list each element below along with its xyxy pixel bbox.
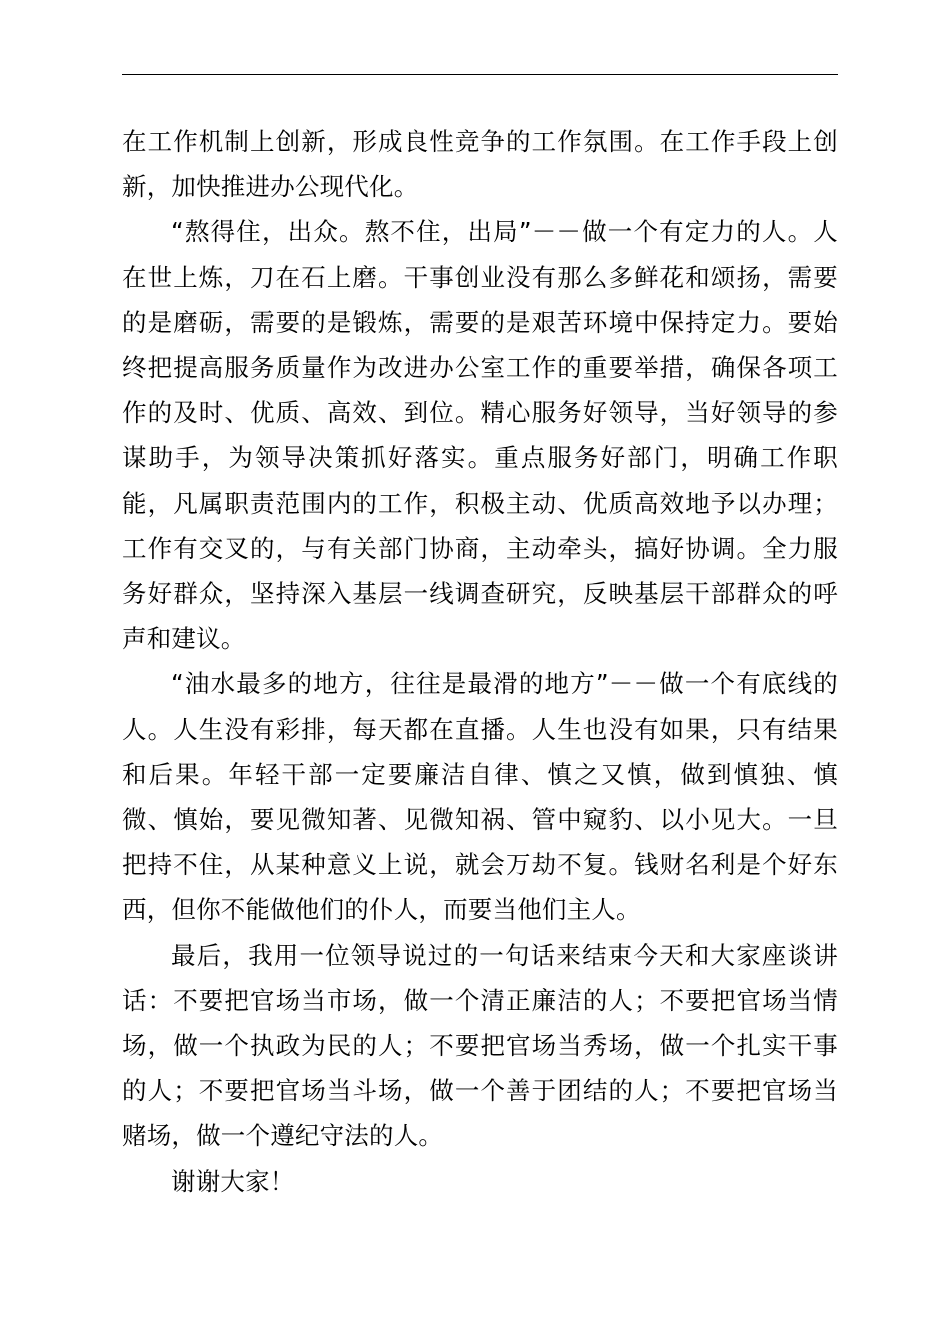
paragraph-thanks: 谢谢大家！: [171, 1166, 295, 1196]
document-body: [122, 119, 838, 1204]
paragraph-bottom-line: “油水最多的地方，往往是最滑的地方”－－做一个有底线的人。人生没有彩排，每天都在直播。人生也没有如果，只有结果和后果。年轻干部一定要廉洁自律、慎之又慎，做到慎独、慎微、慎始，要见微知著、见微知祸、管中窥豹、以小见大。一旦把持不住，从某种意义上说，就会万劫不复。钱财名利是个好东西，但你不能做他们的仆人，而要当他们主人。: [122, 669, 838, 925]
paragraph-composure: “熬得住，出众。熬不住，出局”－－做一个有定力的人。人在世上炼，刀在石上磨。干事创业没有那么多鲜花和颂扬，需要的是磨砺，需要的是锻炼，需要的是艰苦环境中保持定力。要始终把提高服务质量作为改进办公室工作的重要举措，确保各项工作的及时、优质、高效、到位。精心服务好领导，当好领导的参谋助手，为领导决策抓好落实。重点服务好部门，明确工作职能，凡属职责范围内的工作，积极主动、优质高效地予以办理；工作有交叉的，与有关部门协商，主动牵头，搞好协调。全力服务好群众，坚持深入基层一线调查研究，反映基层干部群众的呼声和建议。: [122, 217, 838, 654]
paragraph-closing: 最后，我用一位领导说过的一句话来结束今天和大家座谈讲话：不要把官场当市场，做一个清正廉洁的人；不要把官场当情场，做一个执政为民的人；不要把官场当秀场，做一个扎实干事的人；不要把官场当斗场，做一个善于团结的人；不要把官场当赌场，做一个遵纪守法的人。: [122, 940, 838, 1151]
header-rule: [122, 74, 838, 75]
paragraph-continuation: 在工作机制上创新，形成良性竞争的工作氛围。在工作手段上创新，加快推进办公现代化。: [122, 127, 838, 202]
